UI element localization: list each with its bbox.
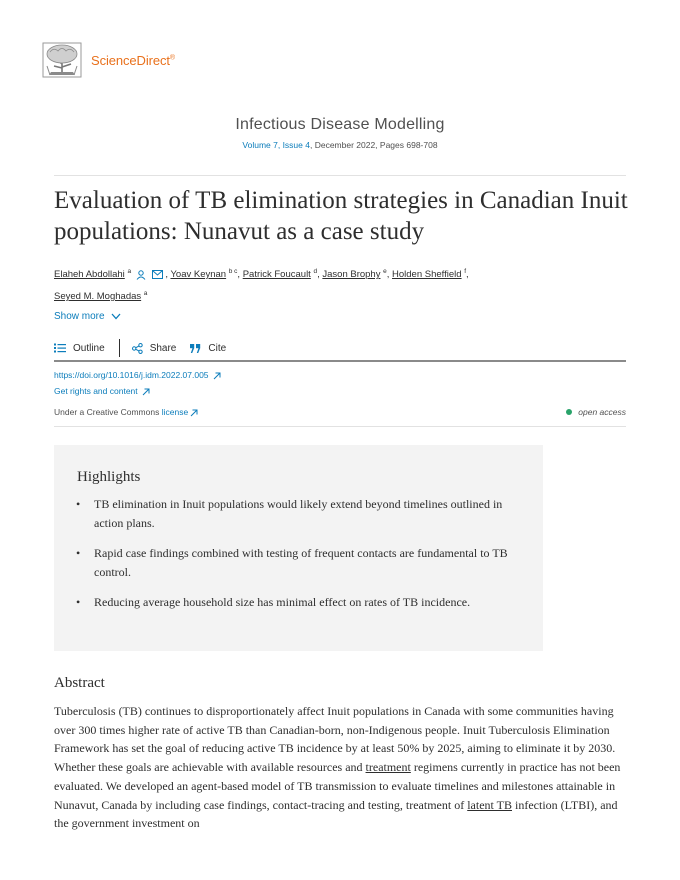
affiliation-sup[interactable]: e xyxy=(383,268,387,275)
author-link[interactable]: Patrick Foucault xyxy=(242,269,311,281)
open-access-dot-icon xyxy=(566,409,572,415)
doi-link[interactable]: https://doi.org/10.1016/j.idm.2022.07.005 xyxy=(54,370,221,380)
external-link-icon xyxy=(190,409,198,417)
highlight-item: • Rapid case findings combined with testing of frequent contacts are fundamental to TB control. xyxy=(76,544,526,582)
cite-button[interactable] xyxy=(190,343,226,354)
highlights-title: Highlights xyxy=(77,469,141,485)
license-prefix: Under a Creative Commons xyxy=(54,407,162,417)
person-icon[interactable] xyxy=(136,270,146,280)
outline-button[interactable] xyxy=(54,343,105,354)
publisher-name: ScienceDirect® xyxy=(91,52,175,68)
author-list: Elaheh Abdollahi $^a$ , Yoav Keynan $^{b c}$, Patrick Foucault $^d$, Jason Brophy $^e$, Holden Sheffield $^f$, Seyed M. Moghadas $^a$ xyxy=(54,268,469,303)
journal-title[interactable]: Infectious Disease Modelling xyxy=(235,116,445,133)
affiliation-sup[interactable]: a xyxy=(143,290,148,298)
author-link[interactable]: Holden Sheffield xyxy=(392,269,462,281)
article-title: Evaluation of TB elimination strategies in Canadian Inuit populations: Nunavut as a case study xyxy=(54,187,628,245)
elsevier-tree-icon xyxy=(42,42,82,78)
affiliation-sup[interactable]: a xyxy=(127,268,132,275)
highlight-item: • Reducing average household size has minimal effect on rates of TB incidence. xyxy=(76,593,526,612)
cite-label: Cite xyxy=(208,342,227,354)
share-icon xyxy=(132,343,143,354)
date-pages: , December 2022, Pages 698-708 xyxy=(309,140,438,150)
journal-meta xyxy=(0,140,680,150)
license-statement xyxy=(54,407,198,417)
highlight-item: • TB elimination in Inuit populations would likely extend beyond timelines outlined in action plans. xyxy=(76,495,526,533)
rights-link[interactable]: Get rights and content xyxy=(54,386,150,396)
actions-divider xyxy=(119,339,120,357)
highlights-box xyxy=(54,445,543,651)
highlights-list xyxy=(76,495,526,623)
header-divider xyxy=(54,175,626,176)
author-link[interactable]: Seyed M. Moghadas xyxy=(54,291,142,303)
author-link[interactable]: Yoav Keynan xyxy=(170,269,227,281)
author-link[interactable]: Jason Brophy xyxy=(322,269,381,281)
affiliation-sup[interactable]: f xyxy=(464,268,467,275)
affiliation-sup[interactable]: d xyxy=(313,268,318,275)
list-icon xyxy=(54,343,66,353)
affiliation-sup[interactable]: b c xyxy=(228,268,238,275)
open-access-badge xyxy=(566,407,626,417)
license-link[interactable]: license xyxy=(162,407,198,417)
share-button[interactable] xyxy=(132,343,177,354)
quote-icon xyxy=(190,344,201,353)
outline-label: Outline xyxy=(73,342,105,354)
show-more-button[interactable] xyxy=(54,311,121,322)
external-link-icon xyxy=(213,372,221,380)
volume-issue-link[interactable]: Volume 7, Issue 4 xyxy=(242,140,310,150)
share-label: Share xyxy=(149,342,177,354)
treatment-link[interactable]: treatment xyxy=(365,760,411,775)
show-more-label: Show more xyxy=(54,311,105,322)
author-link[interactable]: Elaheh Abdollahi xyxy=(54,269,125,281)
latent-tb-link[interactable]: latent TB xyxy=(467,797,512,812)
email-icon[interactable] xyxy=(152,270,163,279)
section-divider xyxy=(54,426,626,427)
actions-divider-line xyxy=(54,360,626,362)
chevron-down-icon xyxy=(111,313,121,320)
abstract-body: Tuberculosis (TB) continues to disproportionately affect Inuit populations in Canada with some communities having over 300 times higher rate of active TB than Canadian-born, non-Indigenous people. Inuit Tuberculosis Elimination Framework has set the goal of reducing active TB incidence by at least 50% by 2025, aiming to eliminate it by 2030. Whether these goals are achievable with available resources and treatment regimens currently in practice has not been evaluated. We developed an agent-based model of TB transmission to evaluate timelines and milestones attainable in Nunavut, Canada by including case findings, contact-tracing and testing, treatment of latent TB infection (LTBI), and the government investment on xyxy=(54,704,621,831)
open-access-label: open access xyxy=(578,407,626,417)
article-actions xyxy=(54,339,226,357)
publisher-logo[interactable] xyxy=(42,42,175,78)
external-link-icon xyxy=(142,388,150,396)
abstract-title: Abstract xyxy=(54,675,105,691)
